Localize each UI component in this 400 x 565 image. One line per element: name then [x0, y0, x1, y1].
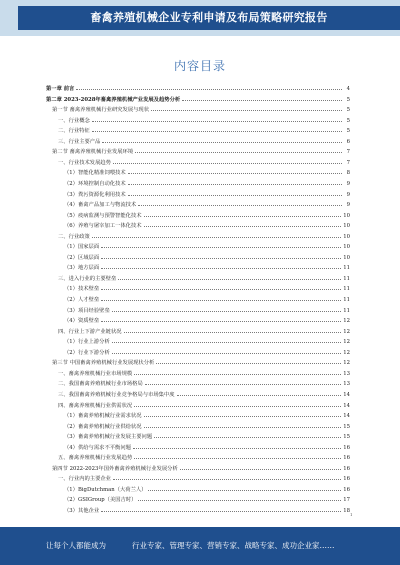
- toc-entry-page: 10: [343, 233, 350, 240]
- toc-leader-dots: [134, 458, 341, 459]
- toc-leader-dots: [144, 226, 342, 227]
- toc-entry-label: 四、畜禽养殖机械行业供需状况: [58, 402, 133, 409]
- toc-entry[interactable]: [64, 411, 350, 419]
- toc-entry-label: 第三节 中国畜禽养殖机械行业发展现状分析: [52, 360, 155, 367]
- toc-entry-page: 12: [343, 318, 350, 325]
- toc-entry[interactable]: [64, 485, 350, 493]
- toc-entry[interactable]: [58, 126, 350, 134]
- toc-entry[interactable]: [64, 495, 350, 503]
- toc-entry[interactable]: [64, 348, 350, 356]
- toc-entry-page: 10: [343, 212, 350, 219]
- toc-entry-page: 14: [343, 402, 350, 409]
- toc-entry-page: 5: [346, 107, 350, 114]
- toc-leader-dots: [76, 89, 342, 90]
- toc-entry[interactable]: [64, 221, 350, 229]
- toc-entry[interactable]: [64, 168, 350, 176]
- toc-entry-page: 7: [346, 149, 350, 156]
- toc-entry-label: （3）粪污资源化利用技术: [64, 191, 126, 198]
- toc-leader-dots: [112, 311, 342, 312]
- toc-entry[interactable]: [64, 190, 350, 198]
- toc-entry[interactable]: [64, 200, 350, 208]
- toc-entry-label: 五、畜禽养殖机械行业发展趋势: [58, 455, 133, 462]
- toc-leader-dots: [133, 448, 341, 449]
- toc-entry[interactable]: [58, 137, 350, 145]
- toc-entry-label: 一、行业概念: [58, 117, 90, 124]
- toc-entry-page: 8: [346, 170, 350, 177]
- toc-entry-label: （1）智能化精准饲喂技术: [64, 170, 126, 177]
- toc-leader-dots: [113, 479, 341, 480]
- toc-leader-dots: [124, 332, 342, 333]
- toc-entry[interactable]: [52, 464, 350, 472]
- footer-slogan: 让每个人都能成为: [46, 541, 106, 550]
- toc-entry[interactable]: [64, 422, 350, 430]
- toc-entry[interactable]: [52, 105, 350, 113]
- toc-leader-dots: [112, 353, 342, 354]
- toc-entry-label: （2）畜禽养殖机械行业供给状况: [64, 423, 142, 430]
- toc-leader-dots: [145, 384, 341, 385]
- toc-leader-dots: [177, 395, 342, 396]
- toc-entry-page: 12: [343, 349, 350, 356]
- toc-entry-label: 三、行业主要产品: [58, 138, 101, 145]
- toc-leader-dots: [135, 152, 342, 153]
- toc-entry[interactable]: [58, 158, 350, 166]
- toc-entry[interactable]: [64, 179, 350, 187]
- toc-entry[interactable]: [58, 379, 350, 387]
- toc-entry-label: （2）环境控制自动化技术: [64, 180, 126, 187]
- footer-roles: 行业专家、管理专家、营销专家、战略专家、成功企业家……: [132, 541, 335, 550]
- toc-entry-page: 16: [343, 486, 350, 493]
- toc-entry-page: 6: [346, 138, 350, 145]
- toc-entry-label: （1）技术壁垒: [64, 286, 100, 293]
- toc-entry-label: 三、我国畜禽养殖机械行业竞争格局与市场集中度: [58, 391, 175, 398]
- toc-entry-page: 11: [343, 286, 350, 293]
- toc-entry-label: （3）地方层面: [64, 265, 100, 272]
- toc-entry-label: （1）畜禽养殖机械行业需求状况: [64, 413, 142, 420]
- toc-leader-dots: [101, 321, 341, 322]
- toc-entry-page: 13: [343, 381, 350, 388]
- toc-entry-page: 18: [343, 508, 350, 514]
- toc-entry-label: （2）人才壁垒: [64, 297, 100, 303]
- header-bar: [18, 6, 400, 30]
- toc-entry-page: 4: [346, 86, 350, 92]
- toc-entry[interactable]: [58, 274, 350, 282]
- toc-entry-page: 14: [343, 413, 350, 420]
- page-number: 1: [350, 512, 353, 517]
- toc-leader-dots: [101, 289, 341, 290]
- toc-entry-page: 12: [343, 360, 350, 367]
- toc-leader-dots: [151, 110, 342, 111]
- toc-entry-label: （1）国家层面: [64, 244, 100, 251]
- toc-entry[interactable]: [58, 232, 350, 240]
- toc-entry-label: 二、行业政策: [58, 233, 90, 240]
- toc-entry-label: 一、行业技术发展趋势: [58, 159, 111, 166]
- toc-entry-label: （2）行业下游分析: [64, 349, 110, 356]
- toc-leader-dots: [101, 511, 341, 512]
- toc-entry-page: 9: [346, 180, 350, 187]
- toc-leader-dots: [138, 205, 342, 206]
- toc-entry[interactable]: [52, 147, 350, 155]
- toc-entry-label: 第二节 畜禽养殖机械行业发展环境: [52, 149, 134, 156]
- toc-entry-label: 一、畜禽养殖机械行业市场规模: [58, 370, 133, 377]
- toc-entry[interactable]: [58, 453, 350, 461]
- toc-entry-page: 11: [343, 297, 350, 303]
- toc-leader-dots: [138, 500, 341, 501]
- toc-entry[interactable]: [64, 211, 350, 219]
- toc-leader-dots: [182, 100, 342, 101]
- toc-entry-page: 14: [343, 391, 350, 398]
- toc-entry-page: 15: [343, 423, 350, 430]
- toc-entry[interactable]: [58, 327, 350, 335]
- toc-entry[interactable]: [52, 358, 350, 366]
- footer-banner: [0, 527, 400, 565]
- toc-entry-label: 第一节 畜禽养殖机械行业研究发展与现状: [52, 107, 150, 114]
- toc-entry-page: 5: [346, 128, 350, 135]
- toc-entry[interactable]: [58, 116, 350, 124]
- toc-leader-dots: [156, 363, 341, 364]
- toc-leader-dots: [101, 258, 341, 259]
- toc-entry[interactable]: [64, 306, 350, 314]
- toc-leader-dots: [92, 131, 342, 132]
- toc-entry-label: （4）资质壁垒: [64, 318, 100, 325]
- toc-entry[interactable]: [64, 253, 350, 261]
- toc-entry-label: （4）畜禽产品加工与物流技术: [64, 202, 137, 209]
- toc-leader-dots: [154, 437, 341, 438]
- toc-leader-dots: [118, 279, 341, 280]
- toc-leader-dots: [128, 173, 342, 174]
- toc-entry[interactable]: [58, 390, 350, 398]
- header-band: [0, 0, 400, 36]
- toc-entry[interactable]: [64, 284, 350, 292]
- toc-entry[interactable]: [64, 242, 350, 250]
- toc-leader-dots: [92, 121, 342, 122]
- toc-entry[interactable]: [64, 432, 350, 440]
- toc-entry-label: 二、行业特征: [58, 128, 90, 135]
- toc-entry-label: （3）项目经验壁垒: [64, 307, 110, 314]
- toc-entry-label: 三、进入行业的主要壁垒: [58, 275, 117, 282]
- toc-entry[interactable]: [46, 95, 350, 103]
- toc-entry-label: （6）养殖与屠宰加工一体化技术: [64, 223, 142, 230]
- toc-entry-page: 11: [343, 275, 350, 282]
- toc-entry-label: 第二章 2023-2028年畜禽养殖机械产业发展及趋势分析: [46, 96, 181, 103]
- toc-entry-page: 12: [343, 328, 350, 335]
- toc-entry-page: 16: [343, 455, 350, 462]
- toc-entry-label: （5）疫病监测与预警智能化技术: [64, 212, 142, 219]
- toc-entry-label: （1）行业上游分析: [64, 339, 110, 346]
- toc-entry-label: （1）BigDutchman（大荷兰人）: [64, 486, 147, 493]
- toc-leader-dots: [92, 237, 341, 238]
- toc-entry-page: 5: [346, 117, 350, 124]
- toc-entry-page: 9: [346, 202, 350, 209]
- toc-entry-label: （3）畜禽养殖机械行业发展主要问题: [64, 434, 153, 441]
- toc-entry-page: 17: [343, 497, 350, 504]
- toc-leader-dots: [101, 300, 341, 301]
- toc-leader-dots: [102, 142, 342, 143]
- toc-leader-dots: [128, 195, 342, 196]
- toc-leader-dots: [144, 416, 342, 417]
- toc-entry-page: 16: [343, 465, 350, 472]
- toc-entry[interactable]: [58, 369, 350, 377]
- toc-leader-dots: [134, 374, 341, 375]
- toc-leader-dots: [144, 427, 342, 428]
- toc-heading: 内容目录: [173, 59, 226, 73]
- toc-entry-page: 9: [346, 191, 350, 198]
- toc-entry[interactable]: [58, 474, 350, 482]
- toc-entry-page: 7: [346, 159, 350, 166]
- toc-entry[interactable]: [46, 84, 350, 92]
- toc-leader-dots: [101, 268, 341, 269]
- toc-entry[interactable]: [64, 506, 350, 514]
- toc-entry-page: 11: [343, 307, 350, 314]
- toc-leader-dots: [144, 216, 342, 217]
- toc-entry[interactable]: [58, 401, 350, 409]
- toc-entry-page: 16: [343, 444, 350, 451]
- toc-entry[interactable]: [64, 443, 350, 451]
- toc-entry[interactable]: [64, 295, 350, 303]
- toc-leader-dots: [128, 184, 342, 185]
- toc-entry-page: 13: [343, 370, 350, 377]
- toc-entry-label: 二、我国畜禽养殖机械行业市场格局: [58, 381, 143, 388]
- toc-entry-label: （3）其他企业: [64, 508, 100, 514]
- toc-leader-dots: [113, 163, 342, 164]
- toc-leader-dots: [101, 247, 341, 248]
- toc-entry-page: 10: [343, 254, 350, 261]
- toc-leader-dots: [134, 406, 341, 407]
- toc-entry-label: （2）GSIGroup（美国吉时）: [64, 497, 137, 504]
- toc-entry[interactable]: [64, 263, 350, 271]
- toc-entry-page: 5: [346, 96, 350, 103]
- toc-entry-label: 一、行业内的主要企业: [58, 476, 111, 483]
- toc-leader-dots: [180, 469, 341, 470]
- toc-entry-page: 11: [343, 265, 350, 272]
- toc-entry-page: 16: [343, 476, 350, 483]
- toc-entry-label: 第四节 2022-2023年国外畜禽养殖机械行业发展分析: [52, 465, 178, 472]
- report-title: 畜禽养殖机械企业专利申请及布局策略研究报告: [90, 11, 328, 24]
- toc-entry-label: 四、行业上下游产业链状况: [58, 328, 122, 335]
- toc-leader-dots: [112, 342, 342, 343]
- toc-entry-page: 12: [343, 339, 350, 346]
- toc-entry-page: 10: [343, 244, 350, 251]
- toc-entry-label: 第一章 前言: [46, 86, 75, 92]
- toc-leader-dots: [148, 490, 341, 491]
- toc-entry[interactable]: [64, 337, 350, 345]
- toc-entry-page: 15: [343, 434, 350, 441]
- toc-entry-label: （4）供给与需求不平衡问题: [64, 444, 131, 451]
- toc-entry[interactable]: [64, 316, 350, 324]
- toc-entry-page: 10: [343, 223, 350, 230]
- toc-entry-label: （2）区域层面: [64, 254, 100, 261]
